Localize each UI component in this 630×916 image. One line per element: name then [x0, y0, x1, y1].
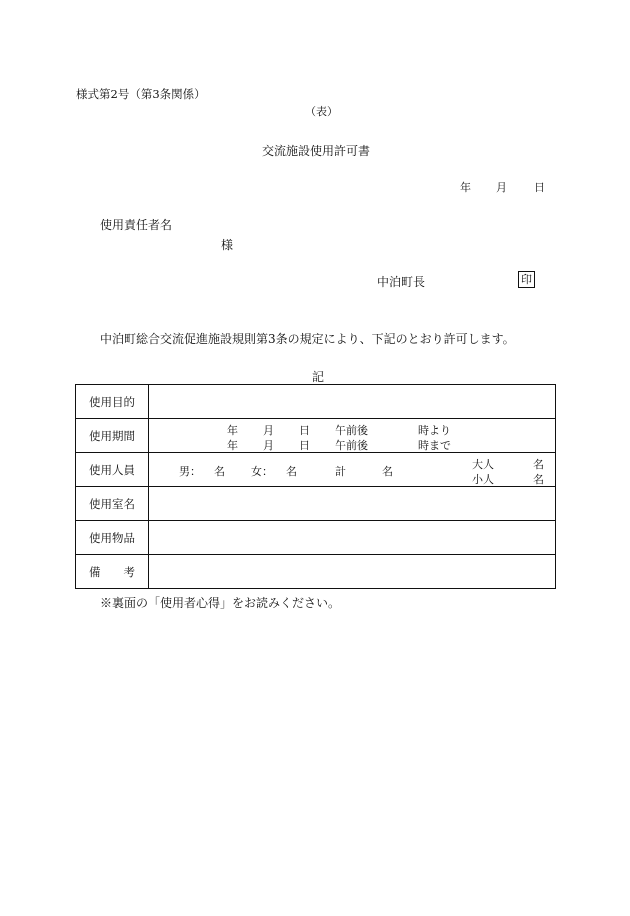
honorific: 様: [221, 238, 234, 252]
table-row: [76, 385, 556, 419]
form-number: 様式第2号（第3条関係）: [76, 87, 206, 101]
period-label: 使用期間: [76, 419, 149, 453]
body-text: 中泊町総合交流促進施設規則第3条の規定により、下記のとおり許可します。: [100, 332, 515, 346]
document-title: 交流施設使用許可書: [262, 144, 371, 158]
ki-label: 記: [312, 370, 325, 384]
date-line: [460, 179, 545, 195]
period-start-ampm: 午前後: [335, 424, 368, 437]
date-year: 年: [460, 181, 471, 194]
mayor-title: 中泊町長: [377, 275, 426, 289]
table-row: [76, 555, 556, 589]
period-end-time: 時まで: [418, 439, 451, 452]
female-unit: 名: [286, 465, 297, 478]
people-label: 使用人員: [76, 453, 149, 487]
items-field[interactable]: [149, 521, 556, 555]
people-field[interactable]: [149, 453, 556, 487]
female-label: 女：: [251, 465, 273, 478]
room-label: 使用室名: [76, 487, 149, 521]
male-unit: 名: [214, 465, 225, 478]
room-field[interactable]: [149, 487, 556, 521]
table-row: [76, 419, 556, 453]
purpose-label: 使用目的: [76, 385, 149, 419]
adult-unit: 名: [533, 458, 544, 471]
adult-label: 大人: [472, 458, 494, 471]
remarks-label: 備 考: [76, 555, 149, 589]
permit-table: [75, 384, 556, 589]
total-unit: 名: [382, 465, 393, 478]
remarks-field[interactable]: [149, 555, 556, 589]
period-end-ampm: 午前後: [335, 439, 368, 452]
period-start-day: 日: [299, 424, 310, 437]
date-day: 日: [534, 181, 545, 194]
footnote: ※裏面の「使用者心得」をお読みください。: [100, 596, 341, 610]
male-label: 男：: [179, 465, 201, 478]
items-label: 使用物品: [76, 521, 149, 555]
table-row: [76, 453, 556, 487]
period-end-day: 日: [299, 439, 310, 452]
period-start-year: 年: [227, 424, 238, 437]
table-row: [76, 487, 556, 521]
seal-mark: 印: [518, 271, 535, 288]
child-label: 小人: [472, 473, 494, 486]
total-label: 計: [335, 465, 346, 478]
period-field[interactable]: [149, 419, 556, 453]
period-end-month: 月: [263, 439, 274, 452]
table-row: [76, 521, 556, 555]
period-end-year: 年: [227, 439, 238, 452]
responsible-person-label: 使用責任者名: [100, 218, 173, 232]
date-month: 月: [496, 181, 507, 194]
child-unit: 名: [533, 473, 544, 486]
side-label: （表）: [305, 105, 338, 118]
purpose-field[interactable]: [149, 385, 556, 419]
period-start-month: 月: [263, 424, 274, 437]
period-start-time: 時より: [418, 424, 451, 437]
